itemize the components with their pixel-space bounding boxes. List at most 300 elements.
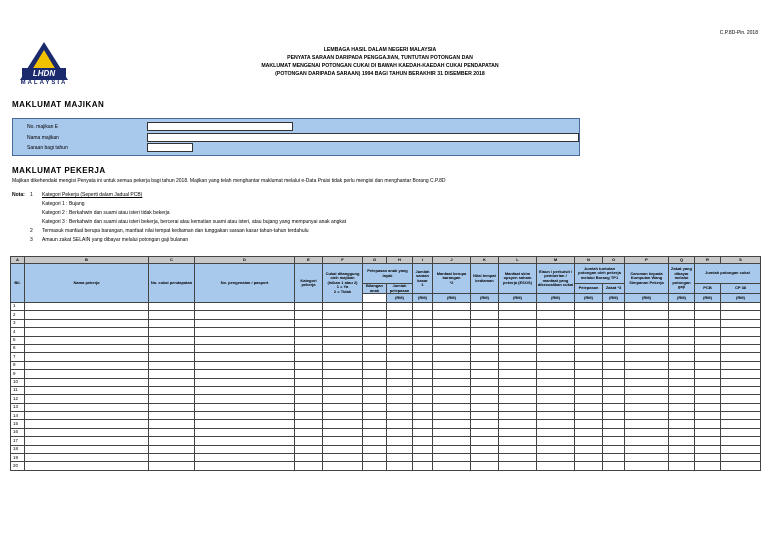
table-cell[interactable] <box>669 319 695 327</box>
table-cell[interactable] <box>149 353 195 361</box>
table-cell[interactable] <box>413 303 433 311</box>
table-cell[interactable] <box>695 303 721 311</box>
table-cell[interactable] <box>387 361 413 369</box>
table-cell[interactable] <box>499 428 537 436</box>
table-cell[interactable] <box>625 378 669 386</box>
table-cell[interactable] <box>295 412 323 420</box>
table-cell[interactable] <box>499 437 537 445</box>
table-cell[interactable] <box>433 454 471 462</box>
table-cell[interactable] <box>603 361 625 369</box>
table-cell[interactable] <box>295 462 323 470</box>
table-cell[interactable] <box>721 412 761 420</box>
table-cell[interactable] <box>363 445 387 453</box>
table-cell[interactable] <box>695 336 721 344</box>
table-cell[interactable] <box>323 311 363 319</box>
table-cell[interactable] <box>721 361 761 369</box>
table-cell[interactable] <box>721 370 761 378</box>
table-cell[interactable] <box>669 420 695 428</box>
table-cell[interactable] <box>413 445 433 453</box>
table-cell[interactable] <box>149 311 195 319</box>
table-cell[interactable] <box>537 403 575 411</box>
table-cell[interactable] <box>471 319 499 327</box>
table-cell[interactable] <box>295 395 323 403</box>
table-cell[interactable] <box>25 344 149 352</box>
table-cell[interactable] <box>575 319 603 327</box>
table-cell[interactable] <box>363 386 387 394</box>
table-cell[interactable] <box>363 412 387 420</box>
table-cell[interactable] <box>295 353 323 361</box>
table-cell[interactable] <box>603 328 625 336</box>
table-cell[interactable] <box>625 336 669 344</box>
table-cell[interactable] <box>195 445 295 453</box>
table-cell[interactable] <box>603 303 625 311</box>
table-cell[interactable] <box>363 420 387 428</box>
table-cell[interactable] <box>499 370 537 378</box>
table-cell[interactable] <box>323 361 363 369</box>
table-cell[interactable] <box>499 311 537 319</box>
table-cell[interactable] <box>471 437 499 445</box>
table-cell[interactable] <box>603 378 625 386</box>
table-cell[interactable] <box>695 437 721 445</box>
table-cell[interactable] <box>695 454 721 462</box>
table-cell[interactable] <box>603 462 625 470</box>
table-cell[interactable] <box>195 328 295 336</box>
table-cell[interactable] <box>471 395 499 403</box>
table-cell[interactable] <box>149 428 195 436</box>
table-cell[interactable] <box>295 370 323 378</box>
table-cell[interactable] <box>471 303 499 311</box>
table-cell[interactable] <box>363 370 387 378</box>
table-cell[interactable] <box>387 378 413 386</box>
table-cell[interactable] <box>433 462 471 470</box>
table-cell[interactable] <box>603 311 625 319</box>
table-cell[interactable] <box>323 386 363 394</box>
table-cell[interactable] <box>575 454 603 462</box>
table-cell[interactable] <box>625 370 669 378</box>
table-cell[interactable] <box>575 386 603 394</box>
table-cell[interactable] <box>499 353 537 361</box>
table-cell[interactable] <box>537 395 575 403</box>
table-cell[interactable] <box>499 395 537 403</box>
table-cell[interactable] <box>387 403 413 411</box>
table-cell[interactable] <box>195 395 295 403</box>
table-cell[interactable] <box>695 370 721 378</box>
table-cell[interactable] <box>25 445 149 453</box>
table-cell[interactable] <box>149 412 195 420</box>
table-cell[interactable] <box>25 428 149 436</box>
table-cell[interactable] <box>625 445 669 453</box>
table-cell[interactable] <box>721 378 761 386</box>
table-cell[interactable] <box>575 303 603 311</box>
table-cell[interactable] <box>25 462 149 470</box>
table-cell[interactable] <box>433 378 471 386</box>
table-cell[interactable] <box>25 437 149 445</box>
table-cell[interactable] <box>363 344 387 352</box>
table-cell[interactable] <box>149 462 195 470</box>
table-cell[interactable] <box>721 336 761 344</box>
table-cell[interactable] <box>295 328 323 336</box>
table-cell[interactable] <box>295 303 323 311</box>
table-cell[interactable] <box>721 344 761 352</box>
table-cell[interactable] <box>149 319 195 327</box>
table-cell[interactable] <box>625 395 669 403</box>
table-cell[interactable] <box>413 353 433 361</box>
table-cell[interactable] <box>413 311 433 319</box>
table-cell[interactable] <box>433 328 471 336</box>
table-cell[interactable] <box>433 336 471 344</box>
table-cell[interactable] <box>323 462 363 470</box>
table-cell[interactable] <box>149 454 195 462</box>
table-cell[interactable] <box>603 353 625 361</box>
table-cell[interactable] <box>537 454 575 462</box>
table-cell[interactable] <box>603 370 625 378</box>
table-cell[interactable] <box>433 403 471 411</box>
table-cell[interactable] <box>721 445 761 453</box>
table-cell[interactable] <box>537 386 575 394</box>
table-cell[interactable] <box>537 412 575 420</box>
table-cell[interactable] <box>323 336 363 344</box>
table-cell[interactable] <box>363 311 387 319</box>
table-cell[interactable] <box>537 303 575 311</box>
table-cell[interactable] <box>625 328 669 336</box>
table-cell[interactable] <box>575 311 603 319</box>
table-cell[interactable] <box>721 303 761 311</box>
table-cell[interactable] <box>471 361 499 369</box>
table-cell[interactable] <box>363 454 387 462</box>
table-cell[interactable] <box>471 386 499 394</box>
table-cell[interactable] <box>471 344 499 352</box>
table-cell[interactable] <box>537 361 575 369</box>
table-cell[interactable] <box>25 319 149 327</box>
table-cell[interactable] <box>413 462 433 470</box>
table-cell[interactable] <box>195 462 295 470</box>
table-cell[interactable] <box>625 420 669 428</box>
table-cell[interactable] <box>363 319 387 327</box>
table-cell[interactable] <box>363 303 387 311</box>
table-cell[interactable] <box>387 445 413 453</box>
table-cell[interactable] <box>433 370 471 378</box>
employer-number-field[interactable] <box>147 122 293 131</box>
table-cell[interactable] <box>363 428 387 436</box>
table-cell[interactable] <box>625 361 669 369</box>
table-cell[interactable] <box>471 420 499 428</box>
table-cell[interactable] <box>387 454 413 462</box>
table-cell[interactable] <box>387 420 413 428</box>
table-cell[interactable] <box>295 454 323 462</box>
table-cell[interactable] <box>499 361 537 369</box>
table-cell[interactable] <box>363 336 387 344</box>
table-cell[interactable] <box>149 445 195 453</box>
table-cell[interactable] <box>499 303 537 311</box>
table-cell[interactable] <box>695 344 721 352</box>
table-cell[interactable] <box>695 353 721 361</box>
table-cell[interactable] <box>413 378 433 386</box>
table-cell[interactable] <box>499 344 537 352</box>
table-cell[interactable] <box>575 370 603 378</box>
table-cell[interactable] <box>669 361 695 369</box>
table-cell[interactable] <box>149 437 195 445</box>
table-cell[interactable] <box>295 319 323 327</box>
table-cell[interactable] <box>195 437 295 445</box>
table-cell[interactable] <box>669 370 695 378</box>
table-cell[interactable] <box>149 386 195 394</box>
table-cell[interactable] <box>575 420 603 428</box>
table-cell[interactable] <box>537 353 575 361</box>
table-cell[interactable] <box>471 412 499 420</box>
table-cell[interactable] <box>433 344 471 352</box>
table-cell[interactable] <box>413 386 433 394</box>
table-cell[interactable] <box>25 328 149 336</box>
table-cell[interactable] <box>323 412 363 420</box>
table-cell[interactable] <box>695 445 721 453</box>
table-cell[interactable] <box>413 437 433 445</box>
table-cell[interactable] <box>721 437 761 445</box>
table-cell[interactable] <box>669 403 695 411</box>
table-cell[interactable] <box>195 420 295 428</box>
table-cell[interactable] <box>413 319 433 327</box>
table-cell[interactable] <box>471 311 499 319</box>
table-cell[interactable] <box>537 336 575 344</box>
table-cell[interactable] <box>669 445 695 453</box>
table-cell[interactable] <box>603 386 625 394</box>
table-cell[interactable] <box>625 386 669 394</box>
table-cell[interactable] <box>695 319 721 327</box>
table-cell[interactable] <box>695 386 721 394</box>
table-cell[interactable] <box>323 303 363 311</box>
table-cell[interactable] <box>575 445 603 453</box>
table-cell[interactable] <box>471 353 499 361</box>
table-cell[interactable] <box>575 437 603 445</box>
table-cell[interactable] <box>575 336 603 344</box>
table-cell[interactable] <box>295 336 323 344</box>
table-cell[interactable] <box>721 386 761 394</box>
table-cell[interactable] <box>669 353 695 361</box>
table-cell[interactable] <box>323 454 363 462</box>
table-cell[interactable] <box>625 311 669 319</box>
table-cell[interactable] <box>575 344 603 352</box>
table-cell[interactable] <box>195 336 295 344</box>
table-cell[interactable] <box>149 395 195 403</box>
table-cell[interactable] <box>323 353 363 361</box>
table-cell[interactable] <box>363 462 387 470</box>
table-cell[interactable] <box>669 395 695 403</box>
table-cell[interactable] <box>625 403 669 411</box>
table-cell[interactable] <box>195 319 295 327</box>
table-cell[interactable] <box>195 361 295 369</box>
table-cell[interactable] <box>25 378 149 386</box>
table-cell[interactable] <box>363 328 387 336</box>
table-cell[interactable] <box>433 361 471 369</box>
table-cell[interactable] <box>295 386 323 394</box>
table-cell[interactable] <box>387 328 413 336</box>
table-cell[interactable] <box>413 395 433 403</box>
table-cell[interactable] <box>433 319 471 327</box>
table-cell[interactable] <box>575 395 603 403</box>
table-cell[interactable] <box>471 403 499 411</box>
table-cell[interactable] <box>625 428 669 436</box>
table-cell[interactable] <box>295 428 323 436</box>
table-cell[interactable] <box>149 344 195 352</box>
table-cell[interactable] <box>537 311 575 319</box>
table-cell[interactable] <box>363 361 387 369</box>
table-cell[interactable] <box>575 328 603 336</box>
table-cell[interactable] <box>721 395 761 403</box>
table-cell[interactable] <box>149 370 195 378</box>
table-cell[interactable] <box>413 336 433 344</box>
table-cell[interactable] <box>625 353 669 361</box>
table-cell[interactable] <box>387 303 413 311</box>
table-cell[interactable] <box>25 412 149 420</box>
table-cell[interactable] <box>25 420 149 428</box>
table-cell[interactable] <box>25 386 149 394</box>
table-cell[interactable] <box>537 378 575 386</box>
table-cell[interactable] <box>295 420 323 428</box>
table-cell[interactable] <box>669 428 695 436</box>
table-cell[interactable] <box>575 353 603 361</box>
table-cell[interactable] <box>669 344 695 352</box>
table-cell[interactable] <box>295 361 323 369</box>
table-cell[interactable] <box>669 437 695 445</box>
table-cell[interactable] <box>537 445 575 453</box>
table-cell[interactable] <box>695 395 721 403</box>
table-cell[interactable] <box>195 428 295 436</box>
table-cell[interactable] <box>195 386 295 394</box>
table-cell[interactable] <box>295 437 323 445</box>
table-cell[interactable] <box>413 344 433 352</box>
table-cell[interactable] <box>499 386 537 394</box>
table-cell[interactable] <box>323 420 363 428</box>
table-cell[interactable] <box>499 420 537 428</box>
table-cell[interactable] <box>295 344 323 352</box>
table-cell[interactable] <box>603 437 625 445</box>
table-cell[interactable] <box>721 420 761 428</box>
year-field[interactable] <box>147 143 193 152</box>
table-cell[interactable] <box>25 403 149 411</box>
table-cell[interactable] <box>695 462 721 470</box>
table-cell[interactable] <box>603 395 625 403</box>
table-cell[interactable] <box>413 428 433 436</box>
table-cell[interactable] <box>669 328 695 336</box>
table-cell[interactable] <box>537 462 575 470</box>
table-cell[interactable] <box>471 370 499 378</box>
table-cell[interactable] <box>537 328 575 336</box>
table-cell[interactable] <box>413 454 433 462</box>
table-cell[interactable] <box>575 378 603 386</box>
table-cell[interactable] <box>295 311 323 319</box>
table-cell[interactable] <box>363 395 387 403</box>
table-cell[interactable] <box>387 437 413 445</box>
table-cell[interactable] <box>721 328 761 336</box>
table-cell[interactable] <box>433 395 471 403</box>
table-cell[interactable] <box>25 353 149 361</box>
table-cell[interactable] <box>323 328 363 336</box>
table-cell[interactable] <box>537 420 575 428</box>
table-cell[interactable] <box>471 336 499 344</box>
table-cell[interactable] <box>603 454 625 462</box>
table-cell[interactable] <box>721 319 761 327</box>
table-cell[interactable] <box>537 428 575 436</box>
table-cell[interactable] <box>499 336 537 344</box>
table-cell[interactable] <box>413 403 433 411</box>
table-cell[interactable] <box>149 361 195 369</box>
table-cell[interactable] <box>499 319 537 327</box>
table-cell[interactable] <box>721 311 761 319</box>
table-cell[interactable] <box>499 378 537 386</box>
table-cell[interactable] <box>25 395 149 403</box>
table-cell[interactable] <box>363 353 387 361</box>
table-cell[interactable] <box>195 353 295 361</box>
table-cell[interactable] <box>323 403 363 411</box>
table-cell[interactable] <box>433 353 471 361</box>
table-cell[interactable] <box>625 412 669 420</box>
table-cell[interactable] <box>195 370 295 378</box>
table-cell[interactable] <box>387 462 413 470</box>
table-cell[interactable] <box>323 437 363 445</box>
table-cell[interactable] <box>575 462 603 470</box>
table-cell[interactable] <box>149 403 195 411</box>
table-cell[interactable] <box>537 344 575 352</box>
table-cell[interactable] <box>433 437 471 445</box>
table-cell[interactable] <box>413 328 433 336</box>
table-cell[interactable] <box>387 336 413 344</box>
table-cell[interactable] <box>669 378 695 386</box>
table-cell[interactable] <box>323 428 363 436</box>
table-cell[interactable] <box>323 370 363 378</box>
table-cell[interactable] <box>387 370 413 378</box>
table-cell[interactable] <box>499 454 537 462</box>
table-cell[interactable] <box>471 445 499 453</box>
table-cell[interactable] <box>499 412 537 420</box>
table-cell[interactable] <box>695 328 721 336</box>
table-cell[interactable] <box>25 303 149 311</box>
table-cell[interactable] <box>575 361 603 369</box>
table-cell[interactable] <box>695 403 721 411</box>
table-cell[interactable] <box>387 319 413 327</box>
table-cell[interactable] <box>323 395 363 403</box>
table-cell[interactable] <box>669 336 695 344</box>
table-cell[interactable] <box>413 412 433 420</box>
table-cell[interactable] <box>149 328 195 336</box>
table-cell[interactable] <box>603 319 625 327</box>
table-cell[interactable] <box>323 319 363 327</box>
table-cell[interactable] <box>695 420 721 428</box>
table-cell[interactable] <box>695 311 721 319</box>
table-cell[interactable] <box>363 437 387 445</box>
table-cell[interactable] <box>323 445 363 453</box>
table-cell[interactable] <box>195 412 295 420</box>
table-cell[interactable] <box>695 412 721 420</box>
table-cell[interactable] <box>695 378 721 386</box>
table-cell[interactable] <box>625 437 669 445</box>
table-cell[interactable] <box>471 462 499 470</box>
table-cell[interactable] <box>195 454 295 462</box>
table-cell[interactable] <box>25 336 149 344</box>
table-cell[interactable] <box>603 403 625 411</box>
table-cell[interactable] <box>625 462 669 470</box>
table-cell[interactable] <box>575 428 603 436</box>
table-cell[interactable] <box>195 378 295 386</box>
table-cell[interactable] <box>195 403 295 411</box>
table-cell[interactable] <box>625 454 669 462</box>
table-cell[interactable] <box>433 420 471 428</box>
employer-name-field[interactable] <box>147 133 579 142</box>
table-cell[interactable] <box>721 462 761 470</box>
table-cell[interactable] <box>433 303 471 311</box>
table-cell[interactable] <box>387 344 413 352</box>
table-cell[interactable] <box>499 328 537 336</box>
table-cell[interactable] <box>575 403 603 411</box>
table-cell[interactable] <box>499 462 537 470</box>
